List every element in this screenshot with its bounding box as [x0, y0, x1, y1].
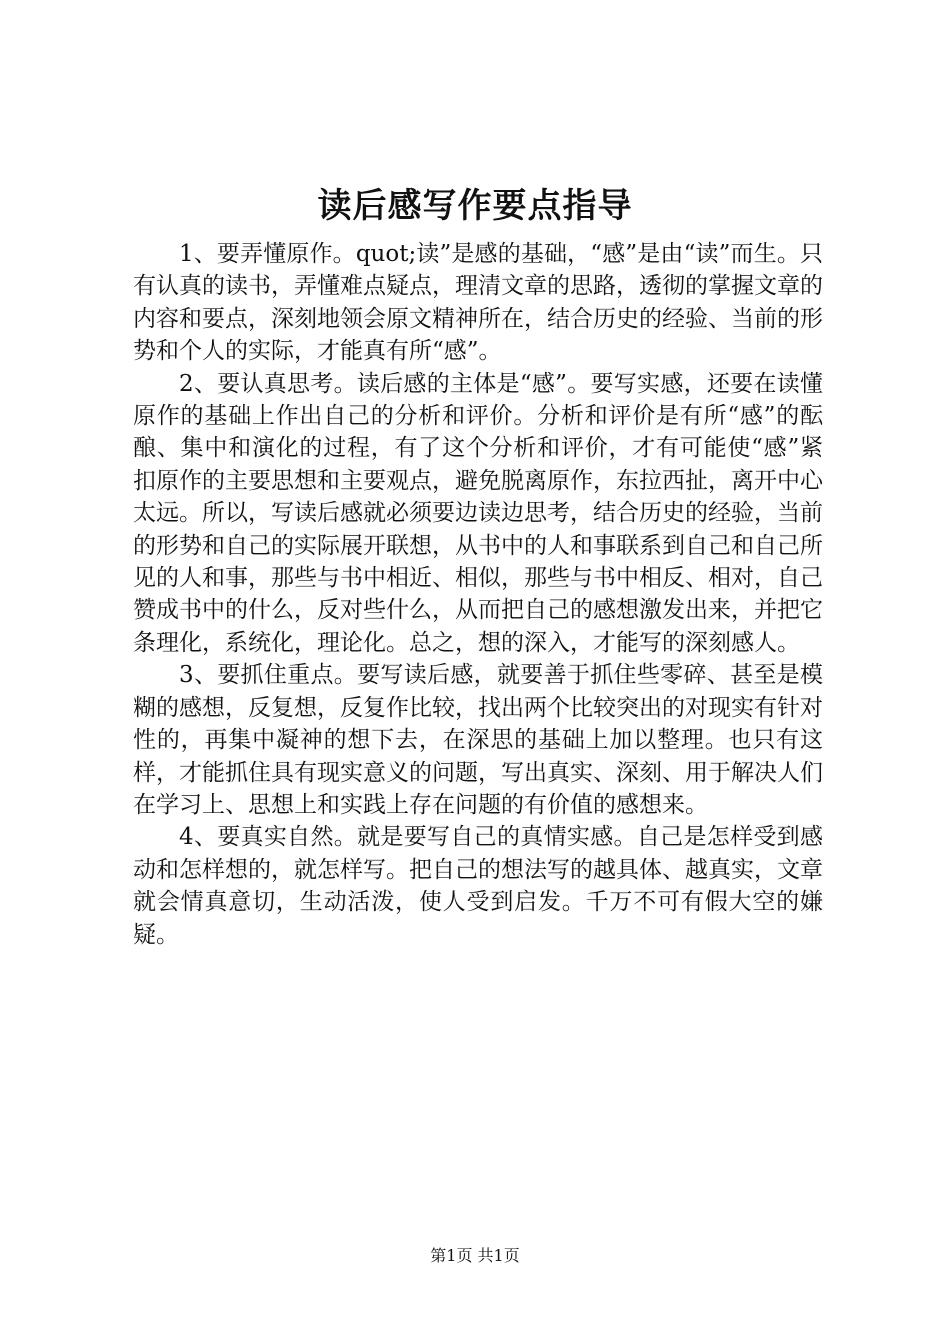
page-footer: 第1页 共1页 [430, 1246, 520, 1265]
paragraph-4: 4、要真实自然。就是要写自己的真情实感。自己是怎样受到感动和怎样想的，就怎样写。把自己的想法写的越具体、越真实，文章就会情真意切，生动活泼，使人受到启发。千万不可有假大空的嫌疑。 [133, 824, 823, 948]
paragraph-1: 1、要弄懂原作。quot;读”是感的基础，“感”是由“读”而生。只有认真的读书，弄懂难点疑点，理清文章的思路，透彻的掌握文章的内容和要点，深刻地领会原文精神所在，结合历史的经验、当前的形势和个人的实际，才能真有所“感”。 [133, 241, 823, 365]
document-body [133, 238, 823, 951]
document-title: 读后感写作要点指导 [317, 186, 633, 226]
paragraph-2: 2、要认真思考。读后感的主体是“感”。要写实感，还要在读懂原作的基础上作出自己的分析和评价。分析和评价是有所“感”的酝酿、集中和演化的过程，有了这个分析和评价，才有可能使“感”紧扣原作的主要思想和主要观点，避免脱离原作，东拉西扯，离开中心太远。所以，写读后感就必须要边读边思考，结合历史的经验，当前的形势和自己的实际展开联想，从书中的人和事联系到自己和自己所见的人和事，那些与书中相近、相似，那些与书中相反、相对，自己赞成书中的什么，反对些什么，从而把自己的感想激发出来，并把它条理化，系统化，理论化。总之，想的深入，才能写的深刻感人。 [133, 370, 823, 656]
paragraph-3: 3、要抓住重点。要写读后感，就要善于抓住些零碎、甚至是模糊的感想，反复想，反复作比较，找出两个比较突出的对现实有针对性的，再集中凝神的想下去，在深思的基础上加以整理。也只有这样，才能抓住具有现实意义的问题，写出真实、深刻、用于解决人们在学习上、思想上和实践上存在问题的有价值的感想来。 [133, 662, 823, 818]
